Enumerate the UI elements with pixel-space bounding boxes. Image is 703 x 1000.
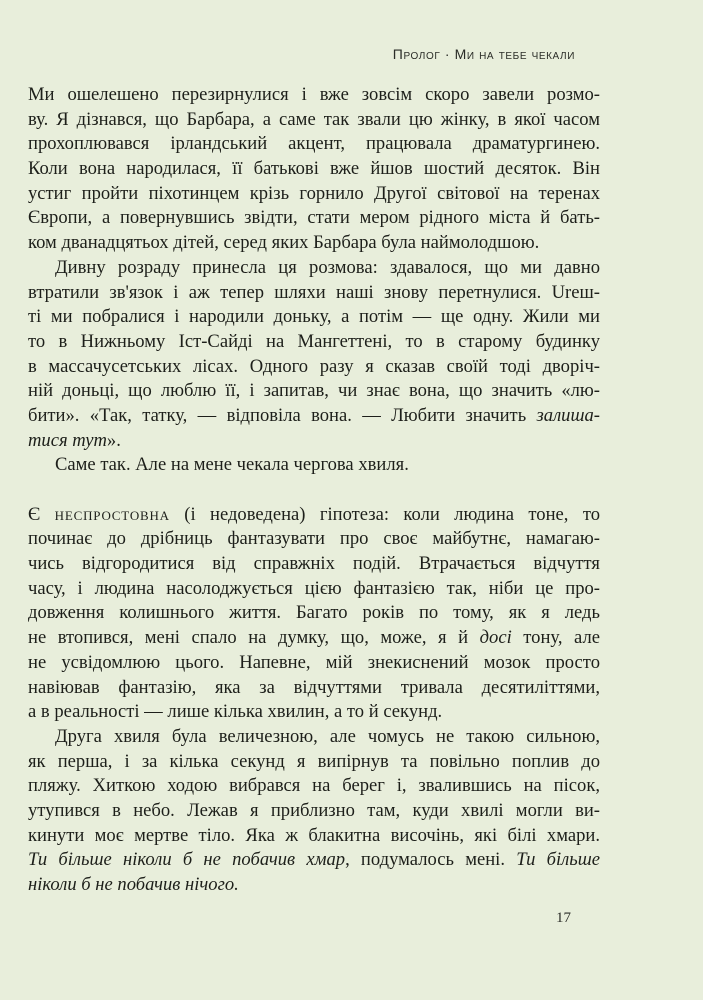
text-line — [28, 429, 600, 454]
text-segment: Є — [28, 503, 55, 525]
text-line — [28, 626, 600, 651]
text-line — [28, 676, 600, 701]
paragraph — [28, 503, 600, 725]
text-line — [28, 527, 600, 552]
text-line — [28, 281, 600, 306]
text-line — [28, 182, 600, 207]
paragraph — [28, 256, 600, 454]
italic-text: досі — [479, 627, 512, 649]
text-line — [28, 108, 600, 133]
text-line — [28, 651, 600, 676]
text-segment: ком дванадцятьох дітей, серед яких Барбара була наймолодшою. — [28, 232, 540, 254]
text-segment: Ми ошелешено перезирнулися і вже зовсім скоро завели розмо- — [28, 84, 600, 105]
text-segment: Друга хвиля була величезною, але чомусь не такою сильною, — [55, 725, 600, 747]
text-line — [28, 799, 600, 824]
text-segment: а в реальності — лише кілька хвилин, а то й секунд. — [28, 701, 443, 723]
text-segment: пляжу. Хиткою ходою вибрався на берег і, звалившись на пісок, — [28, 775, 600, 797]
text-segment: устиг пройти піхотинцем крізь горнило Другої світової на теренах — [28, 182, 600, 204]
paragraph-gap — [28, 478, 600, 503]
text-segment: як перша, і за кілька секунд я випірнув та повільно поплив до — [28, 750, 600, 772]
italic-text: Ти більше — [516, 849, 601, 871]
paragraph — [28, 83, 600, 256]
text-line — [28, 577, 600, 602]
text-line — [28, 503, 600, 528]
text-segment: ті ми побралися і народили доньку, а потім — ще одну. Жили ми — [28, 306, 600, 328]
text-segment: часу, і людина насолоджується цією фантазією так, ніби це про- — [28, 577, 600, 599]
small-caps-text: неспростовна — [54, 503, 170, 525]
text-segment: навіював фантазію, яка за відчуттями тривала десятиліттями, — [28, 676, 600, 698]
text-line — [28, 404, 600, 429]
text-segment: Саме так. Але на мене чекала чергова хвиля. — [55, 454, 409, 476]
text-line — [28, 774, 600, 799]
text-line — [28, 453, 600, 478]
text-line — [28, 305, 600, 330]
text-line — [28, 231, 600, 256]
text-line — [28, 601, 600, 626]
text-line — [28, 206, 600, 231]
text-segment: ній доньці, що люблю її, і запитав, чи знає вона, що значить «лю- — [28, 380, 600, 402]
text-segment: Європи, а повернувшись звідти, стати мером рідного міста й бать- — [28, 207, 600, 229]
text-segment: (і недоведена) гіпотеза: коли людина тоне, то — [169, 503, 600, 525]
text-segment: утупився в небо. Лежав я приблизно там, куди хвилі могли ви- — [28, 799, 600, 821]
text-segment: кинути моє мертве тіло. Яка ж блакитна височінь, які білі хмари. — [28, 824, 600, 846]
text-segment: втратили зв'язок і аж тепер шляхи наші знову перетнулися. Ureш- — [28, 281, 600, 303]
text-line — [28, 848, 600, 873]
paragraph — [28, 453, 600, 478]
text-segment: то в Нижньому Іст-Сайді на Мангеттені, то в старому будинку — [28, 330, 600, 352]
page-number: 17 — [556, 910, 571, 926]
italic-text: залиша- — [536, 404, 600, 426]
text-line — [28, 552, 600, 577]
text-segment: ву. Я дізнався, що Барбара, а саме так звали цю жінку, в якої часом — [28, 108, 600, 130]
text-line — [28, 83, 600, 108]
text-segment: починає до дрібниць фантазувати про своє майбутнє, намагаю- — [28, 528, 600, 550]
text-segment: довження колишнього життя. Багато років по тому, як я ледь — [28, 602, 600, 624]
text-segment: в массачусетських лісах. Одного разу я сказав своїй тоді дворіч- — [28, 355, 600, 377]
text-segment: тону, але — [511, 627, 600, 649]
text-segment: бити». «Так, татку, — відповіла вона. — Любити значить — [28, 404, 537, 426]
text-line — [28, 256, 600, 281]
italic-text: ніколи б не побачив нічого. — [28, 874, 239, 895]
text-line — [28, 355, 600, 380]
text-line — [28, 132, 600, 157]
text-line — [28, 379, 600, 404]
running-head: Пролог · Ми на тебе чекали — [392, 46, 575, 62]
text-line — [28, 873, 600, 898]
body-text — [28, 83, 600, 898]
text-segment: прохоплювався ірландський акцент, працювала драматургинею. — [28, 133, 600, 155]
text-line — [28, 824, 600, 849]
text-line — [28, 157, 600, 182]
paragraph — [28, 725, 600, 898]
text-line — [28, 725, 600, 750]
text-line — [28, 330, 600, 355]
text-segment: , подумалось мені. — [345, 849, 517, 871]
text-segment: Дивну розраду принесла ця розмова: здавалося, що ми давно — [55, 256, 600, 278]
text-segment: ». — [106, 429, 121, 451]
text-segment: Коли вона народилася, її батькові вже йшов шостий десяток. Він — [28, 158, 600, 180]
text-segment: чись відгородитися від справжніх подій. Втрачається відчуття — [28, 553, 600, 575]
italic-text: тися тут — [28, 429, 107, 451]
italic-text: Ти більше ніколи б не побачив хмар — [28, 849, 346, 871]
text-segment: не усвідомлюю цього. Напевне, мій знекиснений мозок просто — [28, 651, 600, 673]
text-line — [28, 700, 600, 725]
text-line — [28, 750, 600, 775]
text-segment: не втопився, мені спало на думку, що, може, я й — [28, 627, 480, 649]
